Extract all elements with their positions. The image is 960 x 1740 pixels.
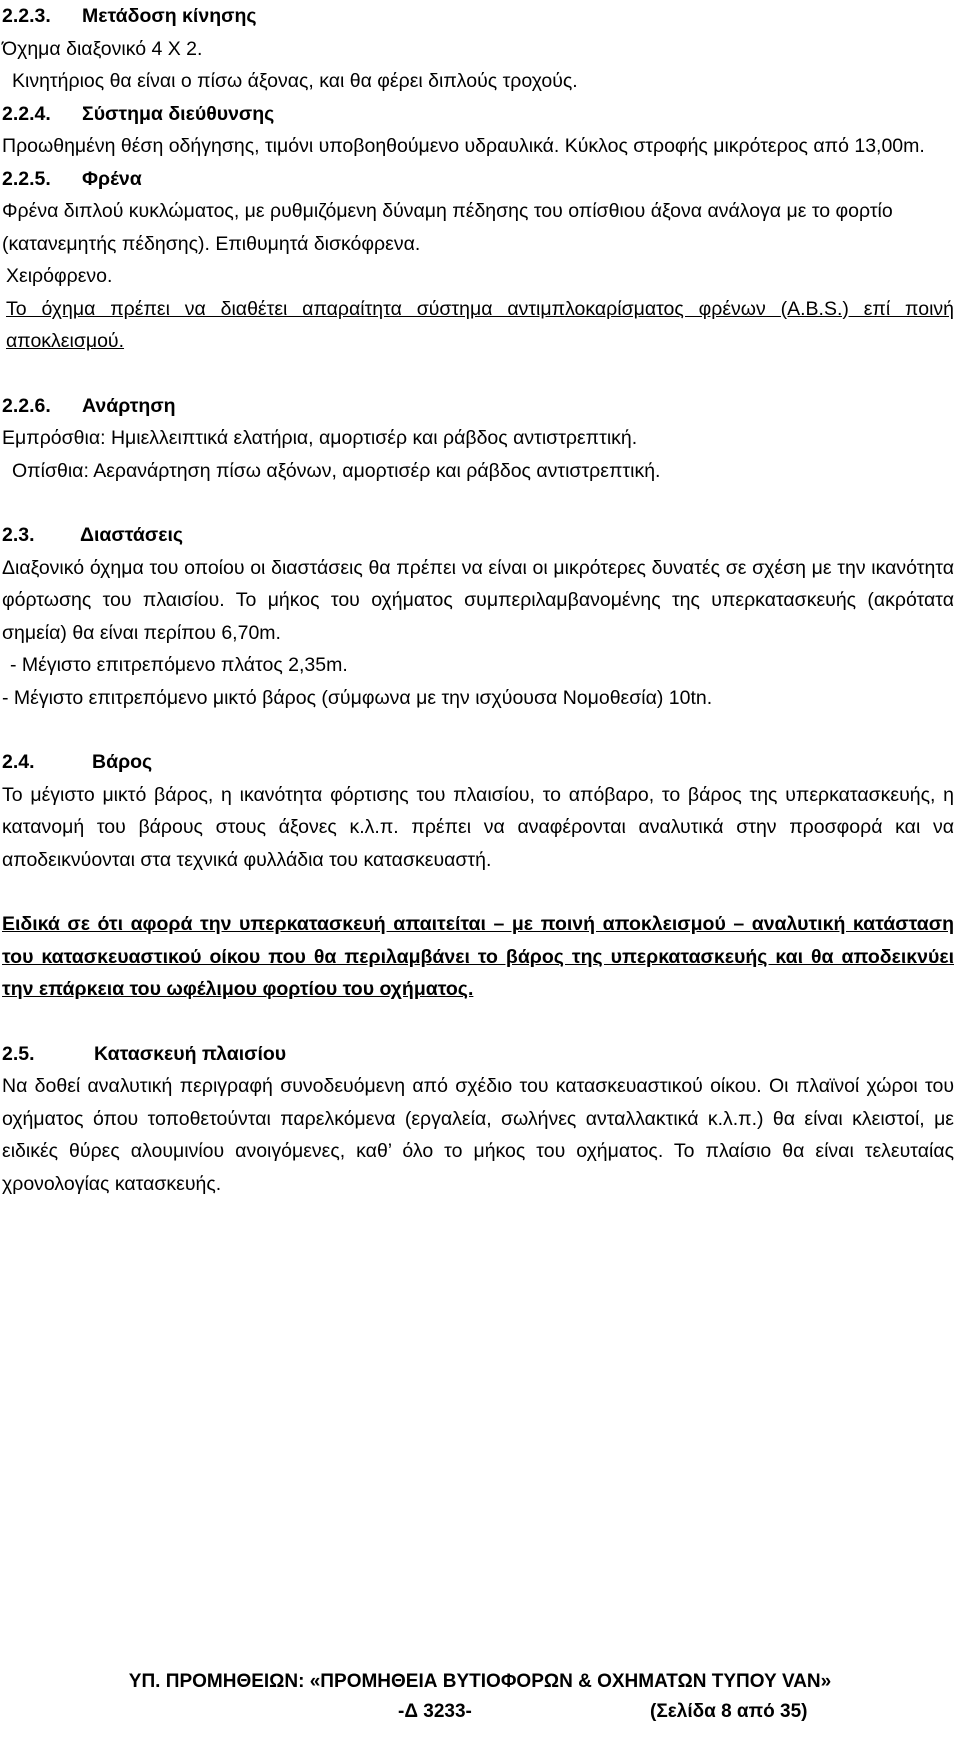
- section-title: Φρένα: [82, 167, 142, 190]
- max-width: - Μέγιστο επιτρεπόμενο πλάτος 2,35m.: [10, 654, 348, 676]
- spacer: [2, 714, 954, 746]
- section-number: 2.4.: [2, 751, 35, 773]
- max-weight: - Μέγιστο επιτρεπόμενο μικτό βάρος (σύμφωνα με την ισχύουσα Νομοθεσία) 10tn.: [2, 686, 713, 709]
- spacer: [2, 1006, 954, 1038]
- section-2-2-3-heading: [2, 0, 954, 33]
- section-title: Μετάδοση κίνησης: [82, 5, 257, 27]
- dimensions-text: Διαξονικό όχημα του οποίου οι διαστάσεις θα πρέπει να είναι οι μικρότερες δυνατές σε σχέση με την ικανότητα φόρτωσης του πλαισίου. Το μήκος του οχήματος συμπεριλαμβανομένης της υπερκατασκευής (ακρότατα σημεία) θα είναι περίπου 6,70m.: [2, 556, 954, 644]
- front-suspension: Εμπρόσθια: Ημιελλειπτικά ελατήρια, αμορτισέρ και ράβδος αντιστρεπτική.: [2, 427, 638, 449]
- footer-title: ΥΠ. ΠΡΟΜΗΘΕΙΩΝ: «ΠΡΟΜΗΘΕΙΑ ΒΥΤΙΟΦΟΡΩΝ & ΟΧΗΜΑΤΩΝ ΤΥΠΟΥ VAN»: [128, 1671, 832, 1692]
- section-number: 2.2.5.: [2, 167, 51, 190]
- section-2-3-heading: [2, 519, 954, 552]
- section-title: Βάρος: [92, 751, 153, 773]
- drive-config: Όχημα διαξονικό 4 Χ 2.: [2, 37, 203, 60]
- page-number: (Σελίδα 8 από 35): [650, 1701, 808, 1722]
- section-number: 2.2.4.: [2, 102, 51, 125]
- section-title: Σύστημα διεύθυνσης: [82, 102, 275, 125]
- steering-text: Προωθημένη θέση οδήγησης, τιμόνι υποβοηθούμενο υδραυλικά. Κύκλος στροφής μικρότερος από 13,00m.: [2, 135, 925, 157]
- section-2-2-5-heading: [2, 163, 954, 196]
- weight-text: Το μέγιστο μικτό βάρος, η ικανότητα φόρτισης του πλαισίου, το απόβαρο, το βάρος της υπερκατασκευής, η κατανομή του βάρους στους άξονες κ.λ.π. πρέπει να αναφέρονται αναλυτικά στην προσφορά και να αποδεικνύονται στα τεχνικά φυλλάδια του κατασκευαστή.: [2, 783, 954, 871]
- section-number: 2.3.: [2, 524, 35, 546]
- section-number: 2.2.3.: [2, 5, 51, 27]
- section-2-4-heading: [2, 746, 954, 779]
- spacer: [2, 487, 954, 519]
- document-body: [2, 0, 954, 1200]
- abs-requirement: Το όχημα πρέπει να διαθέτει απαραίτητα σύστημα αντιμπλοκαρίσματος φρένων (A.B.S.) επί ποινή αποκλεισμού.: [6, 297, 954, 352]
- brakes-text: Φρένα διπλού κυκλώματος, με ρυθμιζόμενη δύναμη πέδησης του οπίσθιου άξονα ανάλογα με το φορτίο (κατανεμητής πέδησης). Επιθυμητά δισκόφρενα.: [2, 200, 893, 255]
- section-2-2-4-heading: [2, 98, 954, 131]
- chassis-text: Να δοθεί αναλυτική περιγραφή συνοδευόμενη από σχέδιο του κατασκευαστικού οίκου. Οι πλαϊνοί χώροι του οχήματος όπου τοποθετούνται παρελκόμενα (εργαλεία, σωλήνες ανταλλακτικά κ.λ.π.) θα είναι κλειστοί, με ειδικές θύρες αλουμινίου ανοιγόμενες, καθ’ όλο το μήκος του οχήματος. Το πλαίσιο θα είναι τελευταίας χρονολογίας κατασκευής.: [2, 1075, 954, 1195]
- drive-axle: Κινητήριος θα είναι ο πίσω άξονας, και θα φέρει διπλούς τροχούς.: [12, 70, 578, 92]
- section-title: Κατασκευή πλαισίου: [94, 1042, 287, 1065]
- section-2-5-heading: [2, 1038, 954, 1071]
- handbrake-text: Χειρόφρενο.: [6, 265, 113, 287]
- section-title: Διαστάσεις: [80, 524, 184, 546]
- section-number: 2.5.: [2, 1042, 35, 1065]
- rear-suspension: Οπίσθια: Αερανάρτηση πίσω αξόνων, αμορτισέρ και ράβδος αντιστρεπτική.: [12, 459, 661, 482]
- special-requirement: Ειδικά σε ότι αφορά την υπερκατασκευή απαιτείται – με ποινή αποκλεισμού – αναλυτική κατάσταση του κατασκευαστικού οίκου που θα περιλαμβάνει το βάρος της υπερκατασκευής και θα αποδεικνύει την επάρκεια του ωφέλιμου φορτίου του οχήματος.: [2, 913, 954, 1000]
- footer-code: -Δ 3233-: [398, 1701, 472, 1722]
- spacer: [2, 358, 954, 390]
- section-2-2-6-heading: [2, 390, 954, 423]
- spacer: [2, 876, 954, 908]
- section-title: Ανάρτηση: [82, 394, 176, 417]
- section-number: 2.2.6.: [2, 394, 51, 417]
